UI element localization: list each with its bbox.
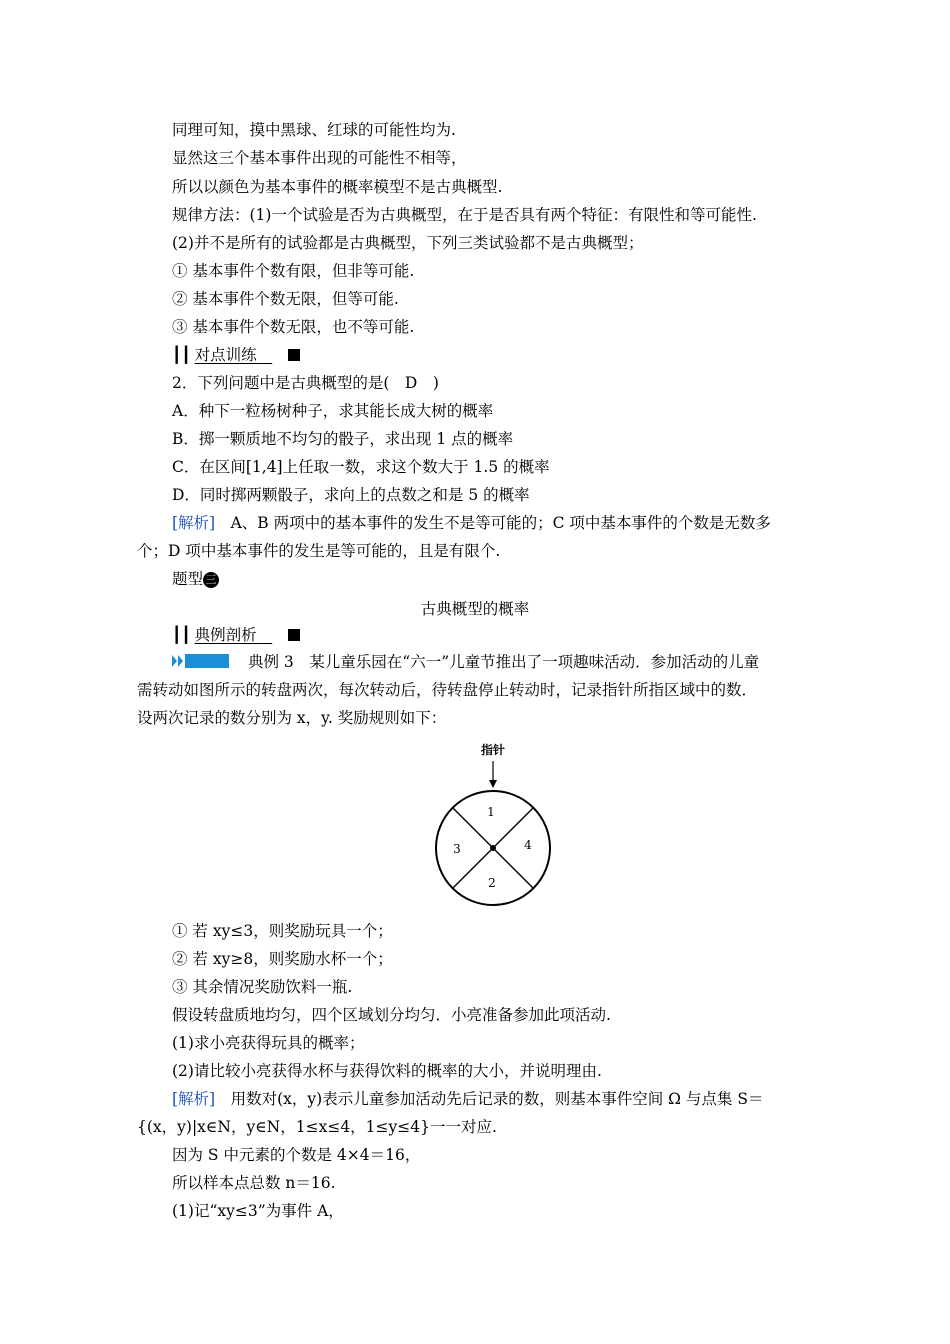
solution-line: 所以样本点总数 n＝16. <box>172 1174 336 1192</box>
solution-line <box>172 1089 763 1109</box>
analysis-tag: [解析] <box>172 1090 216 1108</box>
bar-marker-icon: ┃┃ <box>172 625 191 644</box>
analysis-line: 个；D 项中基本事件的发生是等可能的，且是有限个. <box>137 542 501 560</box>
example-header <box>172 625 300 645</box>
rule-method-line: 规律方法：(1)一个试验是否为古典概型，在于是否具有两个特征：有限性和等可能性. <box>172 206 757 224</box>
solution-line: 因为 S 中元素的个数是 4×4＝16， <box>172 1146 421 1164</box>
training-label: 对点训练 <box>194 346 257 364</box>
training-header <box>172 345 300 365</box>
list-item: ② 基本事件个数无限，但等可能. <box>172 290 399 308</box>
text-line: 同理可知，摸中黑球、红球的可能性均为. <box>172 121 456 139</box>
option-b: B．掷一颗质地不均匀的骰子，求出现 1 点的概率 <box>172 430 514 448</box>
option-d: D．同时掷两颗骰子，求向上的点数之和是 5 的概率 <box>172 486 530 504</box>
list-item: ③ 基本事件个数无限，也不等可能. <box>172 318 415 336</box>
example-text: 设两次记录的数分别为 x，y. 奖励规则如下： <box>137 709 447 727</box>
region-4: 4 <box>524 838 532 852</box>
text-line: 所以以颜色为基本事件的概率模型不是古典概型. <box>172 178 503 196</box>
example-text: 需转动如图所示的转盘两次，每次转动后，待转盘停止转动时，记录指针所指区域中的数． <box>137 681 758 699</box>
example-badge-icon <box>172 654 230 668</box>
square-marker-icon <box>288 629 300 641</box>
solution-text: 用数对(x，y)表示儿童参加活动先后记录的数，则基本事件空间 Ω 与点集 S＝ <box>215 1090 764 1108</box>
sub-question: (1)求小亮获得玩具的概率； <box>172 1034 365 1052</box>
square-marker-icon <box>288 349 300 361</box>
region-3: 3 <box>453 842 461 856</box>
type-number-badge: 三 <box>203 572 219 588</box>
option-a: A．种下一粒杨树种子，求其能长成大树的概率 <box>172 402 494 420</box>
rule-item: ① 若 xy≤3，则奖励玩具一个； <box>172 922 393 940</box>
region-2: 2 <box>488 876 496 890</box>
bar-marker-icon: ┃┃ <box>172 345 191 364</box>
rule-item: ② 若 xy≥8，则奖励水杯一个； <box>172 950 393 968</box>
spinner-figure <box>420 740 570 908</box>
analysis-text: A、B 两项中的基本事件的发生不是等可能的；C 项中基本事件的个数是无数多 <box>215 514 771 532</box>
option-c: C．在区间[1,4]上任取一数，求这个数大于 1.5 的概率 <box>172 458 550 476</box>
text-line: (2)并不是所有的试验都是古典概型，下列三类试验都不是古典概型； <box>172 234 644 252</box>
sub-question: (2)请比较小亮获得水杯与获得饮料的概率的大小，并说明理由. <box>172 1062 602 1080</box>
analysis-tag: [解析] <box>172 514 216 532</box>
region-1: 1 <box>487 805 495 819</box>
pointer-label: 指针 <box>480 743 506 757</box>
list-item: ① 基本事件个数有限，但非等可能. <box>172 262 415 280</box>
example-label: 典例剖析 <box>194 626 257 644</box>
solution-line: {(x，y)|x∈N，y∈N，1≤x≤4，1≤y≤4}一一对应. <box>137 1118 497 1136</box>
text-line: 显然这三个基本事件出现的可能性不相等， <box>172 149 467 167</box>
example-text: 典例 3 某儿童乐园在“六一”儿童节推出了一项趣味活动．参加活动的儿童 <box>248 653 760 671</box>
section-title: 古典概型的概率 <box>420 600 530 618</box>
type-header <box>172 569 219 589</box>
solution-line: (1)记“xy≤3”为事件 A， <box>172 1202 344 1220</box>
type-label: 题型 <box>172 570 204 588</box>
rule-item: ③ 其余情况奖励饮料一瓶. <box>172 978 353 996</box>
question-stem: 2．下列问题中是古典概型的是( D ) <box>172 374 439 392</box>
text-line: 假设转盘质地均匀，四个区域划分均匀．小亮准备参加此项活动. <box>172 1006 611 1024</box>
analysis-line <box>172 513 771 533</box>
